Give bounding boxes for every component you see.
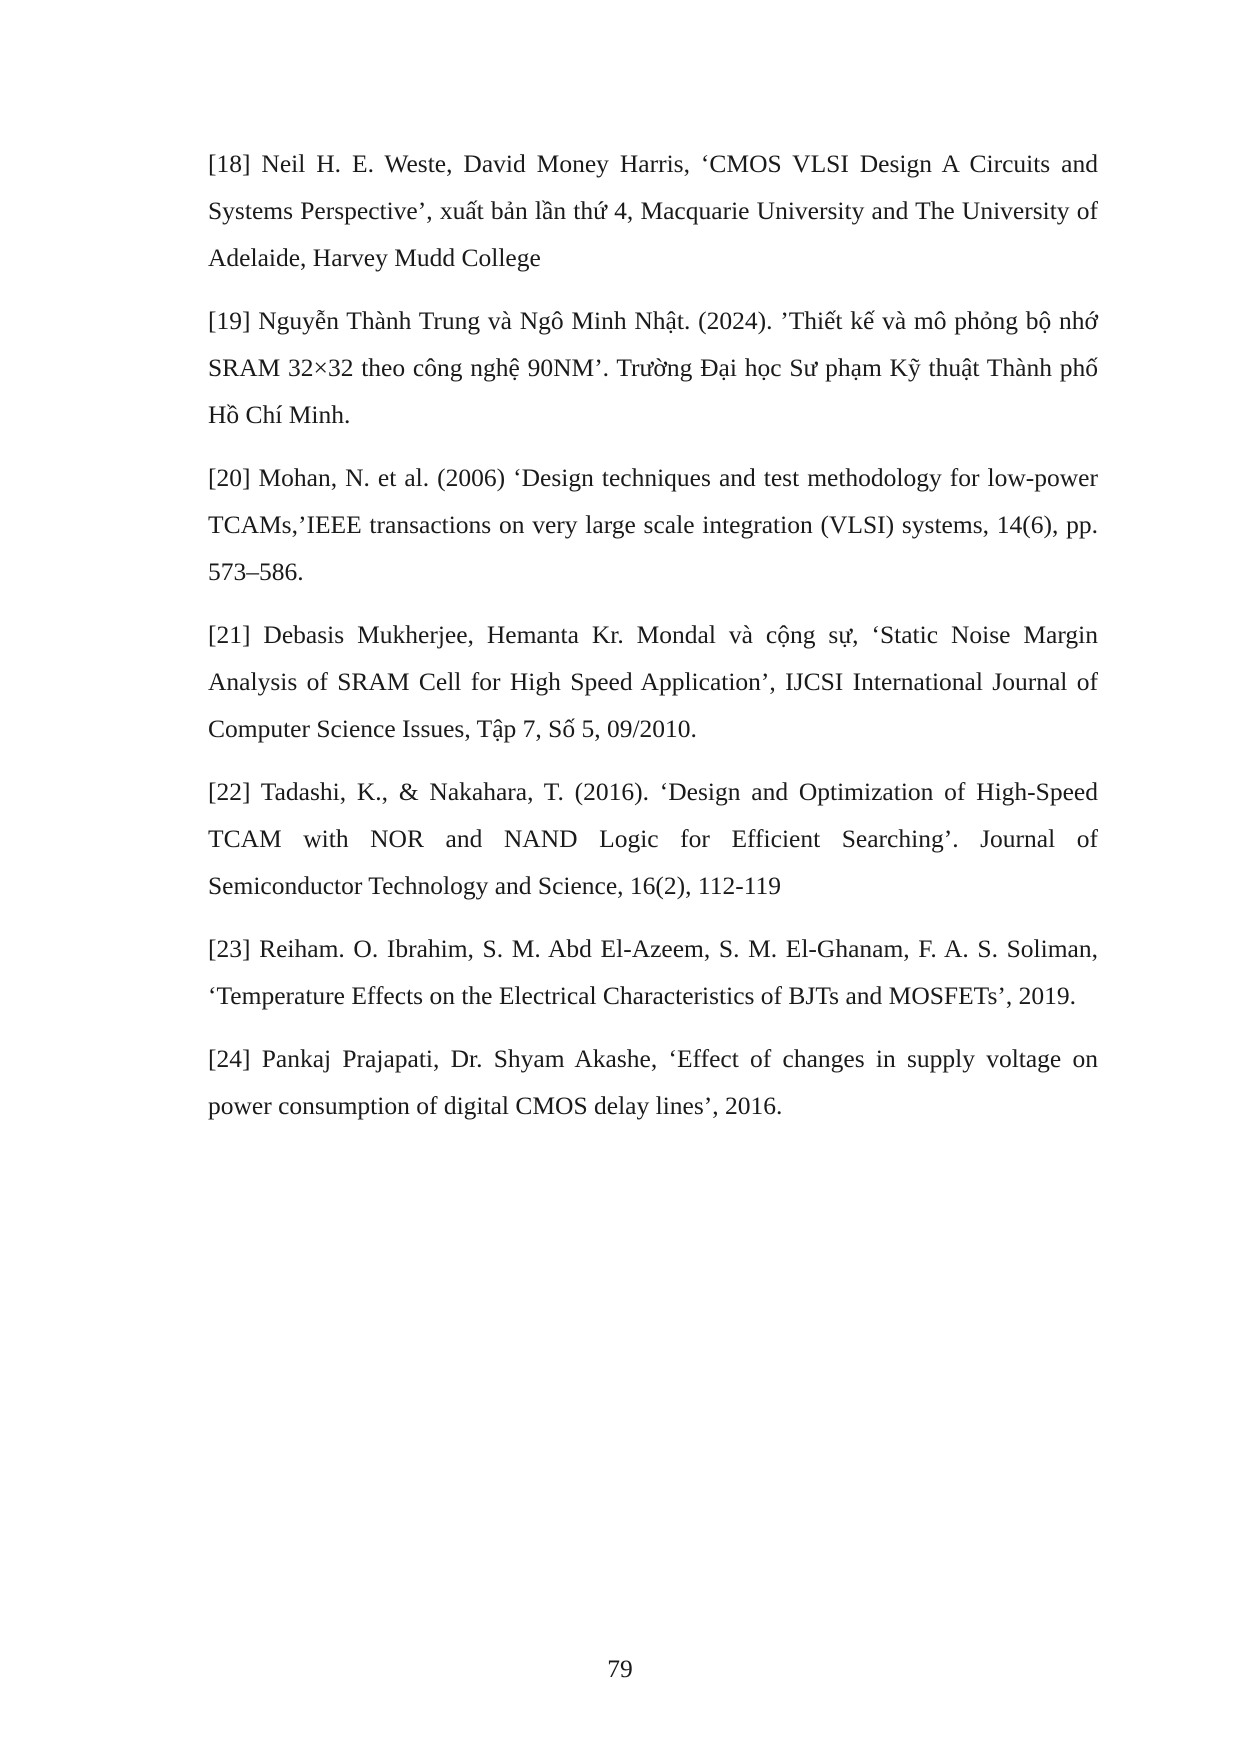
reference-23: [23] Reiham. O. Ibrahim, S. M. Abd El-Azeem, S. M. El-Ghanam, F. A. S. Soliman, ‘Temperature Effects on the Electrical Characteristics of BJTs and MOSFETs’, 2019. (208, 934, 1098, 1010)
page-number: 79 (607, 1654, 633, 1683)
reference-18: [18] Neil H. E. Weste, David Money Harris, ‘CMOS VLSI Design A Circuits and Systems Perspective’, xuất bản lần thứ 4, Macquarie University and The University of Adelaide, Harvey Mudd College (208, 149, 1098, 272)
reference-22: [22] Tadashi, K., & Nakahara, T. (2016). ‘Design and Optimization of High-Speed TCAM with NOR and NAND Logic for Efficient Searching’. Journal of Semiconductor Technology and Science, 16(2), 112-119 (208, 777, 1098, 900)
reference-list (208, 140, 1098, 1145)
reference-20: [20] Mohan, N. et al. (2006) ‘Design techniques and test methodology for low-power TCAMs,’IEEE transactions on very large scale integration (VLSI) systems, 14(6), pp. 573–586. (208, 463, 1098, 586)
reference-19: [19] Nguyễn Thành Trung và Ngô Minh Nhật. (2024). ’Thiết kế và mô phỏng bộ nhớ SRAM 32×32 theo công nghệ 90NM’. Trường Đại học Sư phạm Kỹ thuật Thành phố Hồ Chí Minh. (208, 306, 1098, 429)
reference-24: [24] Pankaj Prajapati, Dr. Shyam Akashe, ‘Effect of changes in supply voltage on power consumption of digital CMOS delay lines’, 2016. (208, 1044, 1098, 1120)
reference-21: [21] Debasis Mukherjee, Hemanta Kr. Mondal và cộng sự, ‘Static Noise Margin Analysis of SRAM Cell for High Speed Application’, IJCSI International Journal of Computer Science Issues, Tập 7, Số 5, 09/2010. (208, 620, 1098, 743)
